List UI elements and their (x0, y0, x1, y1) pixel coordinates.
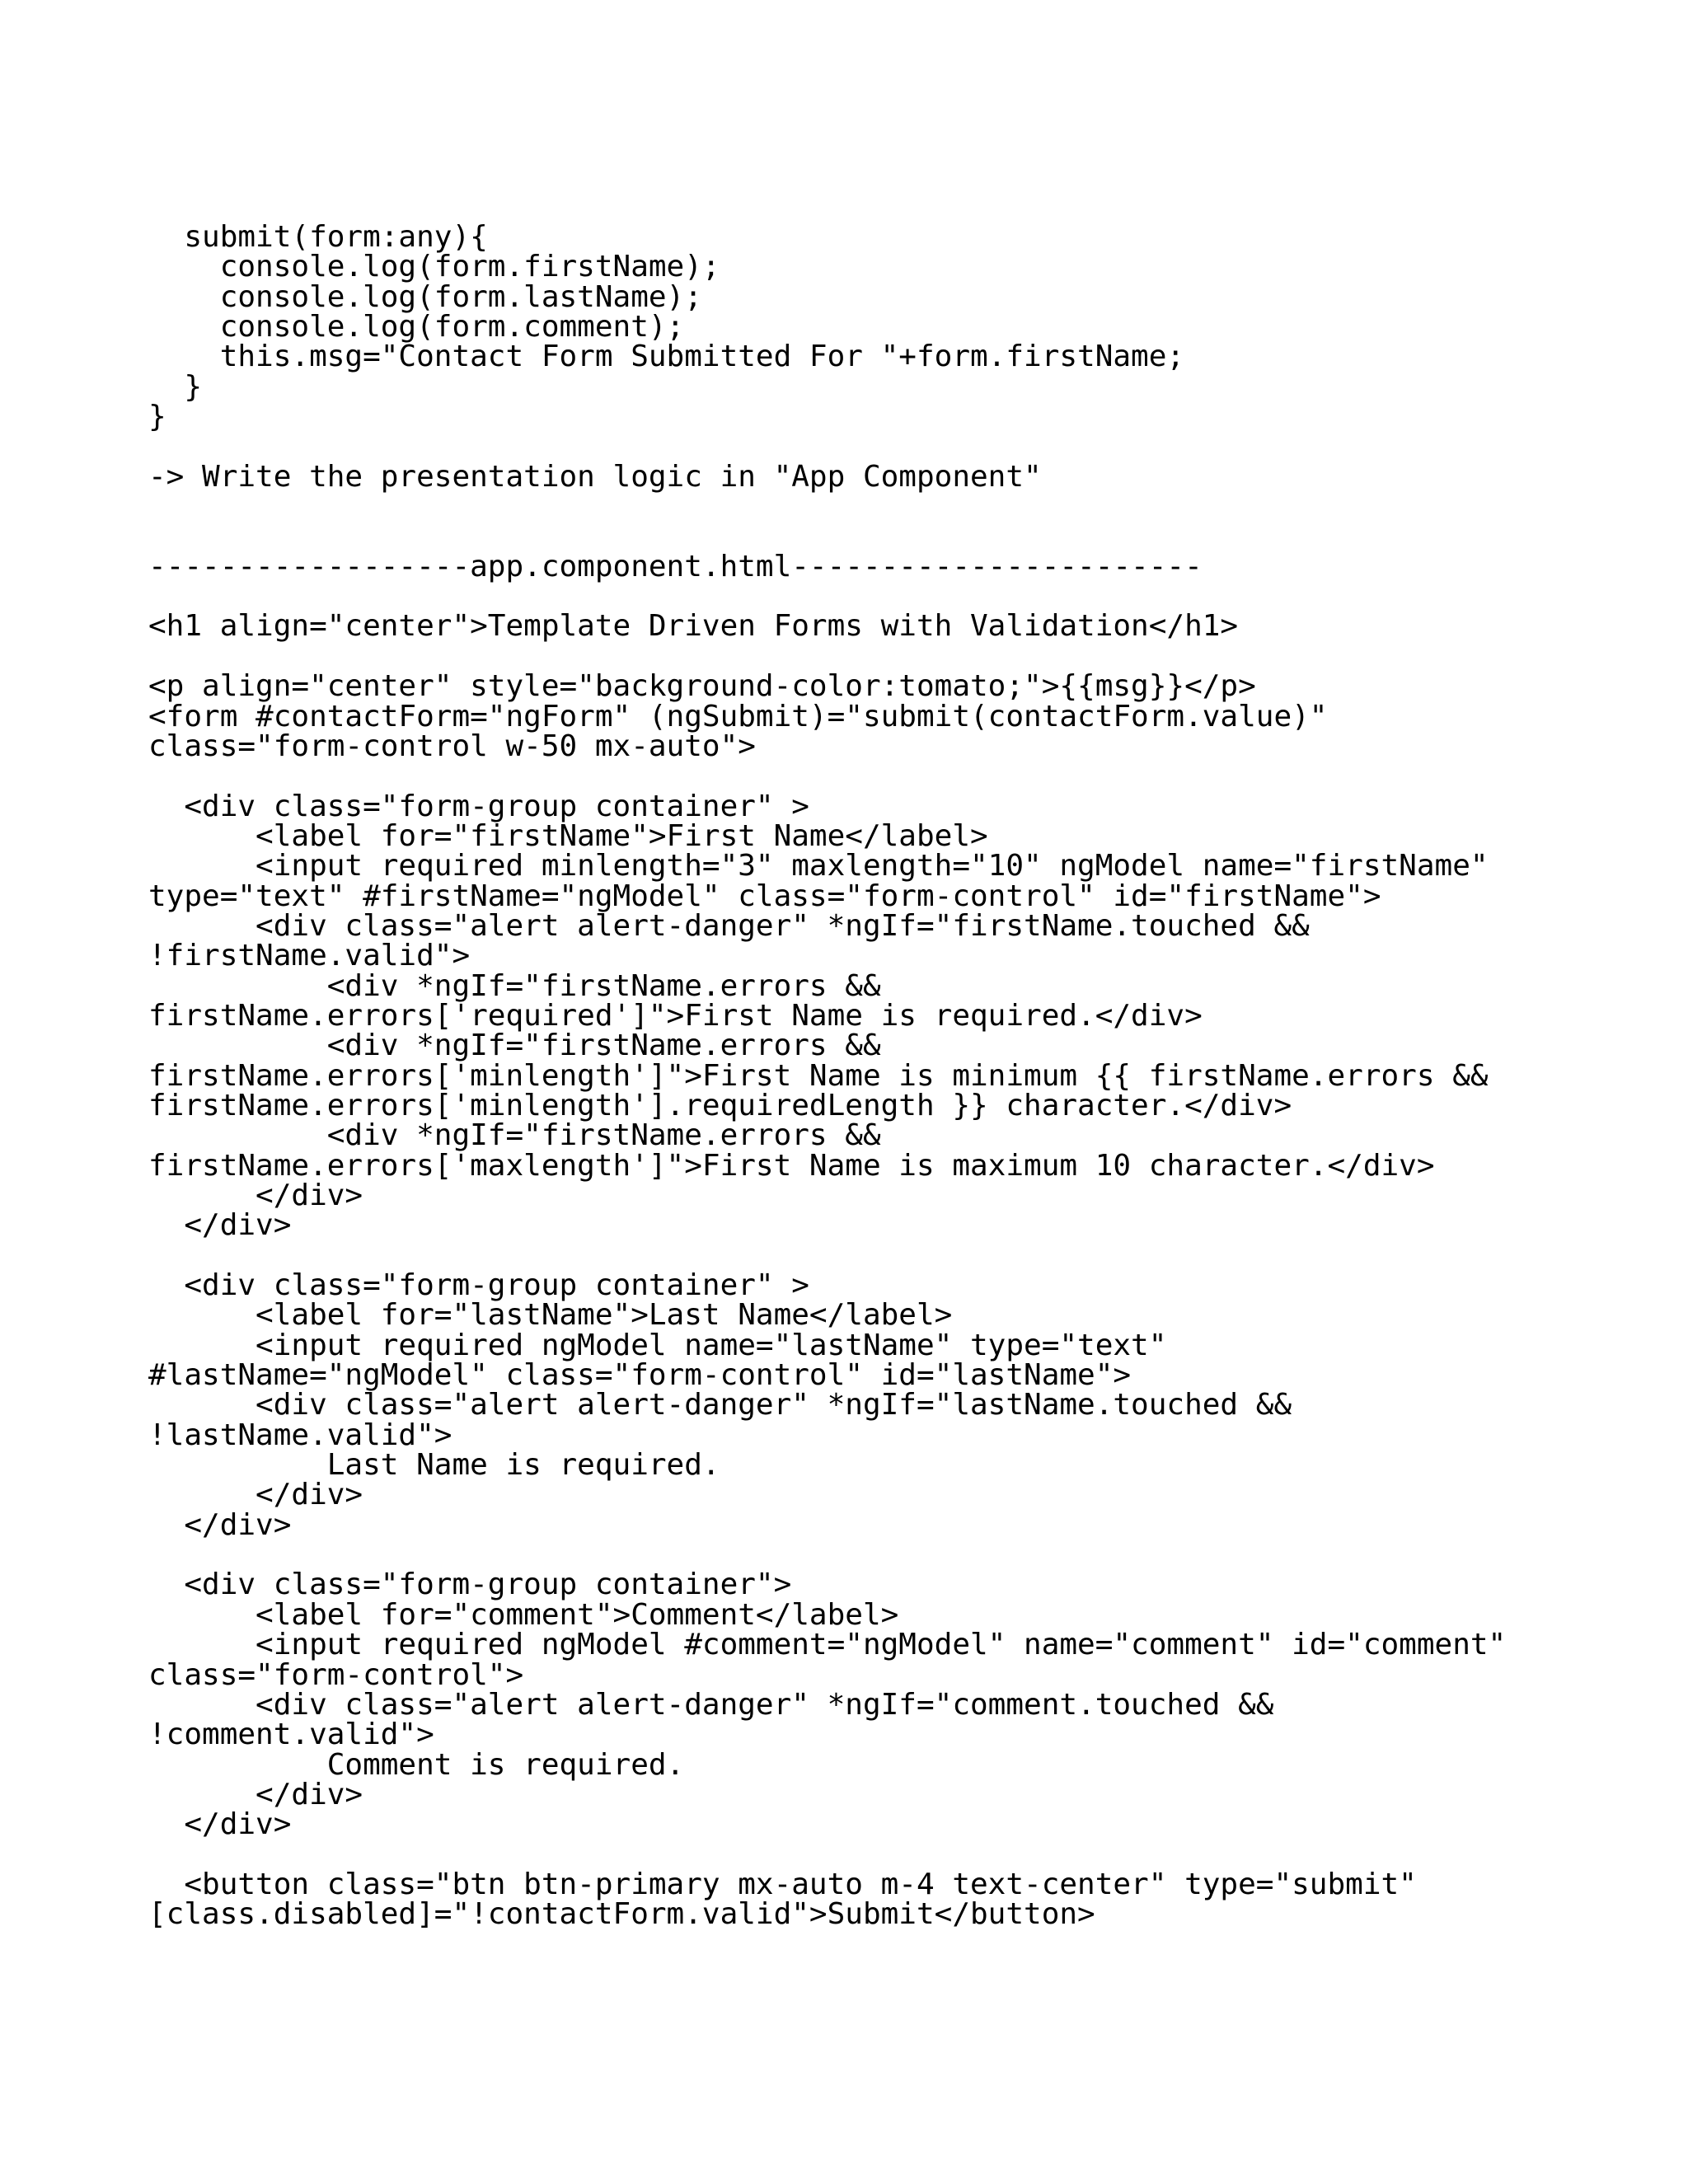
code-line: <h1 align="center">Template Driven Forms with Validation</h1> (148, 609, 1239, 644)
code-line: firstName.errors['minlength']">First Name is minimum {{ firstName.errors && (148, 1058, 1489, 1093)
code-line: </div> (148, 1478, 363, 1512)
code-line: <label for="firstName">First Name</label> (148, 818, 988, 853)
code-line: !firstName.valid"> (148, 939, 471, 973)
code-line: </div> (148, 1807, 292, 1842)
code-line: firstName.errors['required']">First Name is required.</div> (148, 998, 1203, 1033)
blank-line (148, 582, 1673, 612)
blank-line (148, 522, 1673, 551)
code-line: <div class="form-group container" > (148, 1268, 809, 1303)
code-line: firstName.errors['maxlength']">First Name is maximum 10 character.</div> (148, 1148, 1435, 1183)
code-line: type="text" #firstName="ngModel" class="form-control" id="firstName"> (148, 879, 1381, 913)
code-line: <button class="btn btn-primary mx-auto m-4 text-center" type="submit" (148, 1867, 1417, 1901)
code-line: </div> (148, 1208, 292, 1243)
code-line: <div class="alert alert-danger" *ngIf="comment.touched && (148, 1687, 1274, 1722)
blank-line (148, 1540, 1673, 1570)
code-line: <label for="lastName">Last Name</label> (148, 1298, 953, 1333)
code-line: <div class="form-group container"> (148, 1568, 792, 1602)
code-line: submit(form:any){ (148, 220, 488, 254)
code-line: #lastName="ngModel" class="form-control" id="lastName"> (148, 1358, 1132, 1393)
blank-line (148, 1840, 1673, 1870)
code-line: console.log(form.comment); (148, 310, 685, 344)
code-line: </div> (148, 1777, 363, 1811)
code-line: <input required ngModel name="lastName" type="text" (148, 1328, 1167, 1362)
blank-line (148, 492, 1673, 522)
code-line: </div> (148, 1507, 292, 1542)
code-line: console.log(form.lastName); (148, 279, 702, 314)
code-line: !comment.valid"> (148, 1718, 434, 1752)
code-line: <p align="center" style="background-color:tomato;">{{msg}}</p> (148, 669, 1256, 704)
code-line: </div> (148, 1179, 363, 1212)
code-line: <label for="comment">Comment</label> (148, 1597, 899, 1632)
blank-line (148, 432, 1673, 462)
code-line: firstName.errors['minlength'].requiredLength }} character.</div> (148, 1088, 1292, 1122)
code-line: <div class="alert alert-danger" *ngIf="lastName.touched && (148, 1388, 1292, 1422)
code-line: ------------------app.component.html----------------------- (148, 549, 1203, 583)
code-line: <div class="alert alert-danger" *ngIf="firstName.touched && (148, 908, 1310, 943)
code-line: } (148, 369, 203, 404)
code-line: this.msg="Contact Form Submitted For "+form.firstName; (148, 340, 1185, 374)
code-line: [class.disabled]="!contactForm.valid">Submit</button> (148, 1897, 1095, 1932)
code-line: -> Write the presentation logic in "App Component" (148, 459, 1042, 494)
code-line: <input required minlength="3" maxlength="10" ngModel name="firstName" (148, 849, 1489, 883)
code-listing (148, 220, 1673, 1932)
code-line: class="form-control"> (148, 1657, 524, 1692)
code-line: <input required ngModel #comment="ngModel" name="comment" id="comment" (148, 1628, 1507, 1662)
code-line: <div *ngIf="firstName.errors && (148, 968, 881, 1003)
blank-line (148, 762, 1673, 791)
code-line: <form #contactForm="ngForm" (ngSubmit)="submit(contactForm.value)" (148, 699, 1328, 733)
code-line: !lastName.valid"> (148, 1418, 452, 1452)
blank-line (148, 1241, 1673, 1271)
code-line: class="form-control w-50 mx-auto"> (148, 729, 756, 763)
blank-line (148, 642, 1673, 672)
code-line: Comment is required. (148, 1747, 685, 1782)
code-line: <div *ngIf="firstName.errors && (148, 1029, 881, 1063)
code-line: console.log(form.firstName); (148, 250, 720, 284)
code-line: <div class="form-group container" > (148, 789, 809, 823)
code-line: } (148, 400, 166, 434)
code-line: Last Name is required. (148, 1448, 720, 1483)
code-line: <div *ngIf="firstName.errors && (148, 1118, 881, 1153)
